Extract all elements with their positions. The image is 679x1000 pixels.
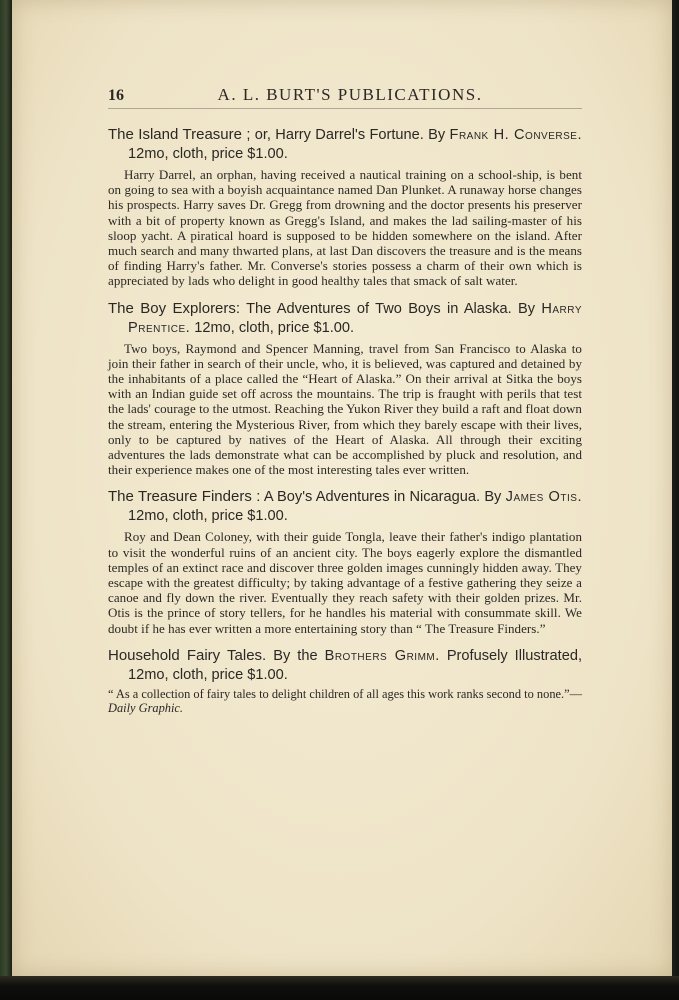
entry-heading (108, 125, 582, 164)
entry-subtitle: The Adventures of Two Boys in Alaska. By (246, 300, 536, 317)
entry-title: The Treasure Finders : (108, 488, 261, 506)
entry-subtitle: By the (273, 647, 318, 664)
quote-text: “ As a collection of fairy tales to delight children of all ages this work ranks second to none.”— (108, 686, 582, 701)
page-content (108, 85, 582, 725)
entry-author: Harry Prentice. (128, 300, 582, 336)
running-head (108, 85, 582, 109)
entry-review-quote (108, 687, 582, 715)
entry-details: 12mo, cloth, price $1.00. (128, 146, 288, 162)
entry-heading (108, 487, 582, 526)
entry-heading (108, 646, 582, 685)
scan-bottom-edge (0, 976, 679, 1000)
entry-title: Household Fairy Tales. (108, 646, 267, 664)
running-head-title: A. L. BURT'S PUBLICATIONS. (217, 85, 483, 104)
entry-subtitle: ; or, Harry Darrel's Fortune. By (246, 127, 446, 143)
entry-details: Profusely Illustrated, 12mo, cloth, price $1.00. (128, 647, 582, 683)
entry-description: Harry Darrel, an orphan, having received a nautical training on a school-ship, is bent on going to sea with a boyish acquaintance named Dan Plunket. A runaway horse changes his prospects. Harry saves Dr. Gregg from drowning and the doctor presents his preserver with a bit of property known as Gregg's Island, and makes the lad sailing-master of his sloop yacht. A piratical hoard is supposed to be hidden somewhere on the island. After much search and many thwarted plans, at last Dan discovers the treasure and is the means of finding Harry's father. Mr. Converse's stories possess a charm of their own which is appreciated by lads who delight in good healthy tales that smack of salt water. (108, 167, 582, 289)
entry-author: James Otis. (505, 489, 583, 506)
entry-heading (108, 299, 582, 338)
entry-description: Two boys, Raymond and Spencer Manning, travel from San Francisco to Alaska to join their father in search of their uncle, who, it is believed, was captured and detained by the inhabitants of a place called the “Heart of Alaska.” On their arrival at Sitka the boys with an Indian guide set off across the mountains. The trip is fraught with perils that test the lads' courage to the utmost. Reaching the Yukon River they build a raft and float down the stream, entering the Mysterious River, from which they barely escape with their lives, only to be captured by natives of the Heart of Alaska. All through their exciting adventures the lads demonstrate what can be accomplished by pluck and resolution, and their experience makes one of the most interesting tales ever written. (108, 340, 582, 478)
entry-description: Roy and Dean Coloney, with their guide Tongla, leave their father's indigo plantation to visit the wonderful ruins of an ancient city. The boys eagerly explore the dismantled temples of an extinct race and discover three golden images cunningly hidden away. They escape with the greatest difficulty; by taking advantage of a festive gathering they seize a canoe and fly down the river. Eventually they reach safety with their golden prizes. Mr. Otis is the prince of story tellers, for he handles his material with consummate skill. We doubt if he has ever written a more entertaining story than “ The Treasure Finders.” (108, 529, 582, 636)
book-entry-boy-explorers (108, 299, 582, 478)
entry-author: Frank H. Converse. (449, 127, 582, 143)
entry-title: The Boy Explorers: (108, 299, 241, 317)
book-entry-island-treasure (108, 125, 582, 289)
quote-source: Daily Graphic. (108, 700, 184, 715)
entry-details: 12mo, cloth, price $1.00. (194, 319, 355, 336)
entry-author: Brothers Grimm. (324, 647, 440, 664)
book-entry-treasure-finders (108, 487, 582, 635)
book-entry-household-fairy-tales (108, 646, 582, 715)
entry-details: 12mo, cloth, price $1.00. (128, 508, 288, 525)
page-number: 16 (108, 87, 124, 104)
entry-title: The Island Treasure (108, 126, 242, 143)
entry-subtitle: A Boy's Adventures in Nicaragua. By (263, 489, 502, 506)
